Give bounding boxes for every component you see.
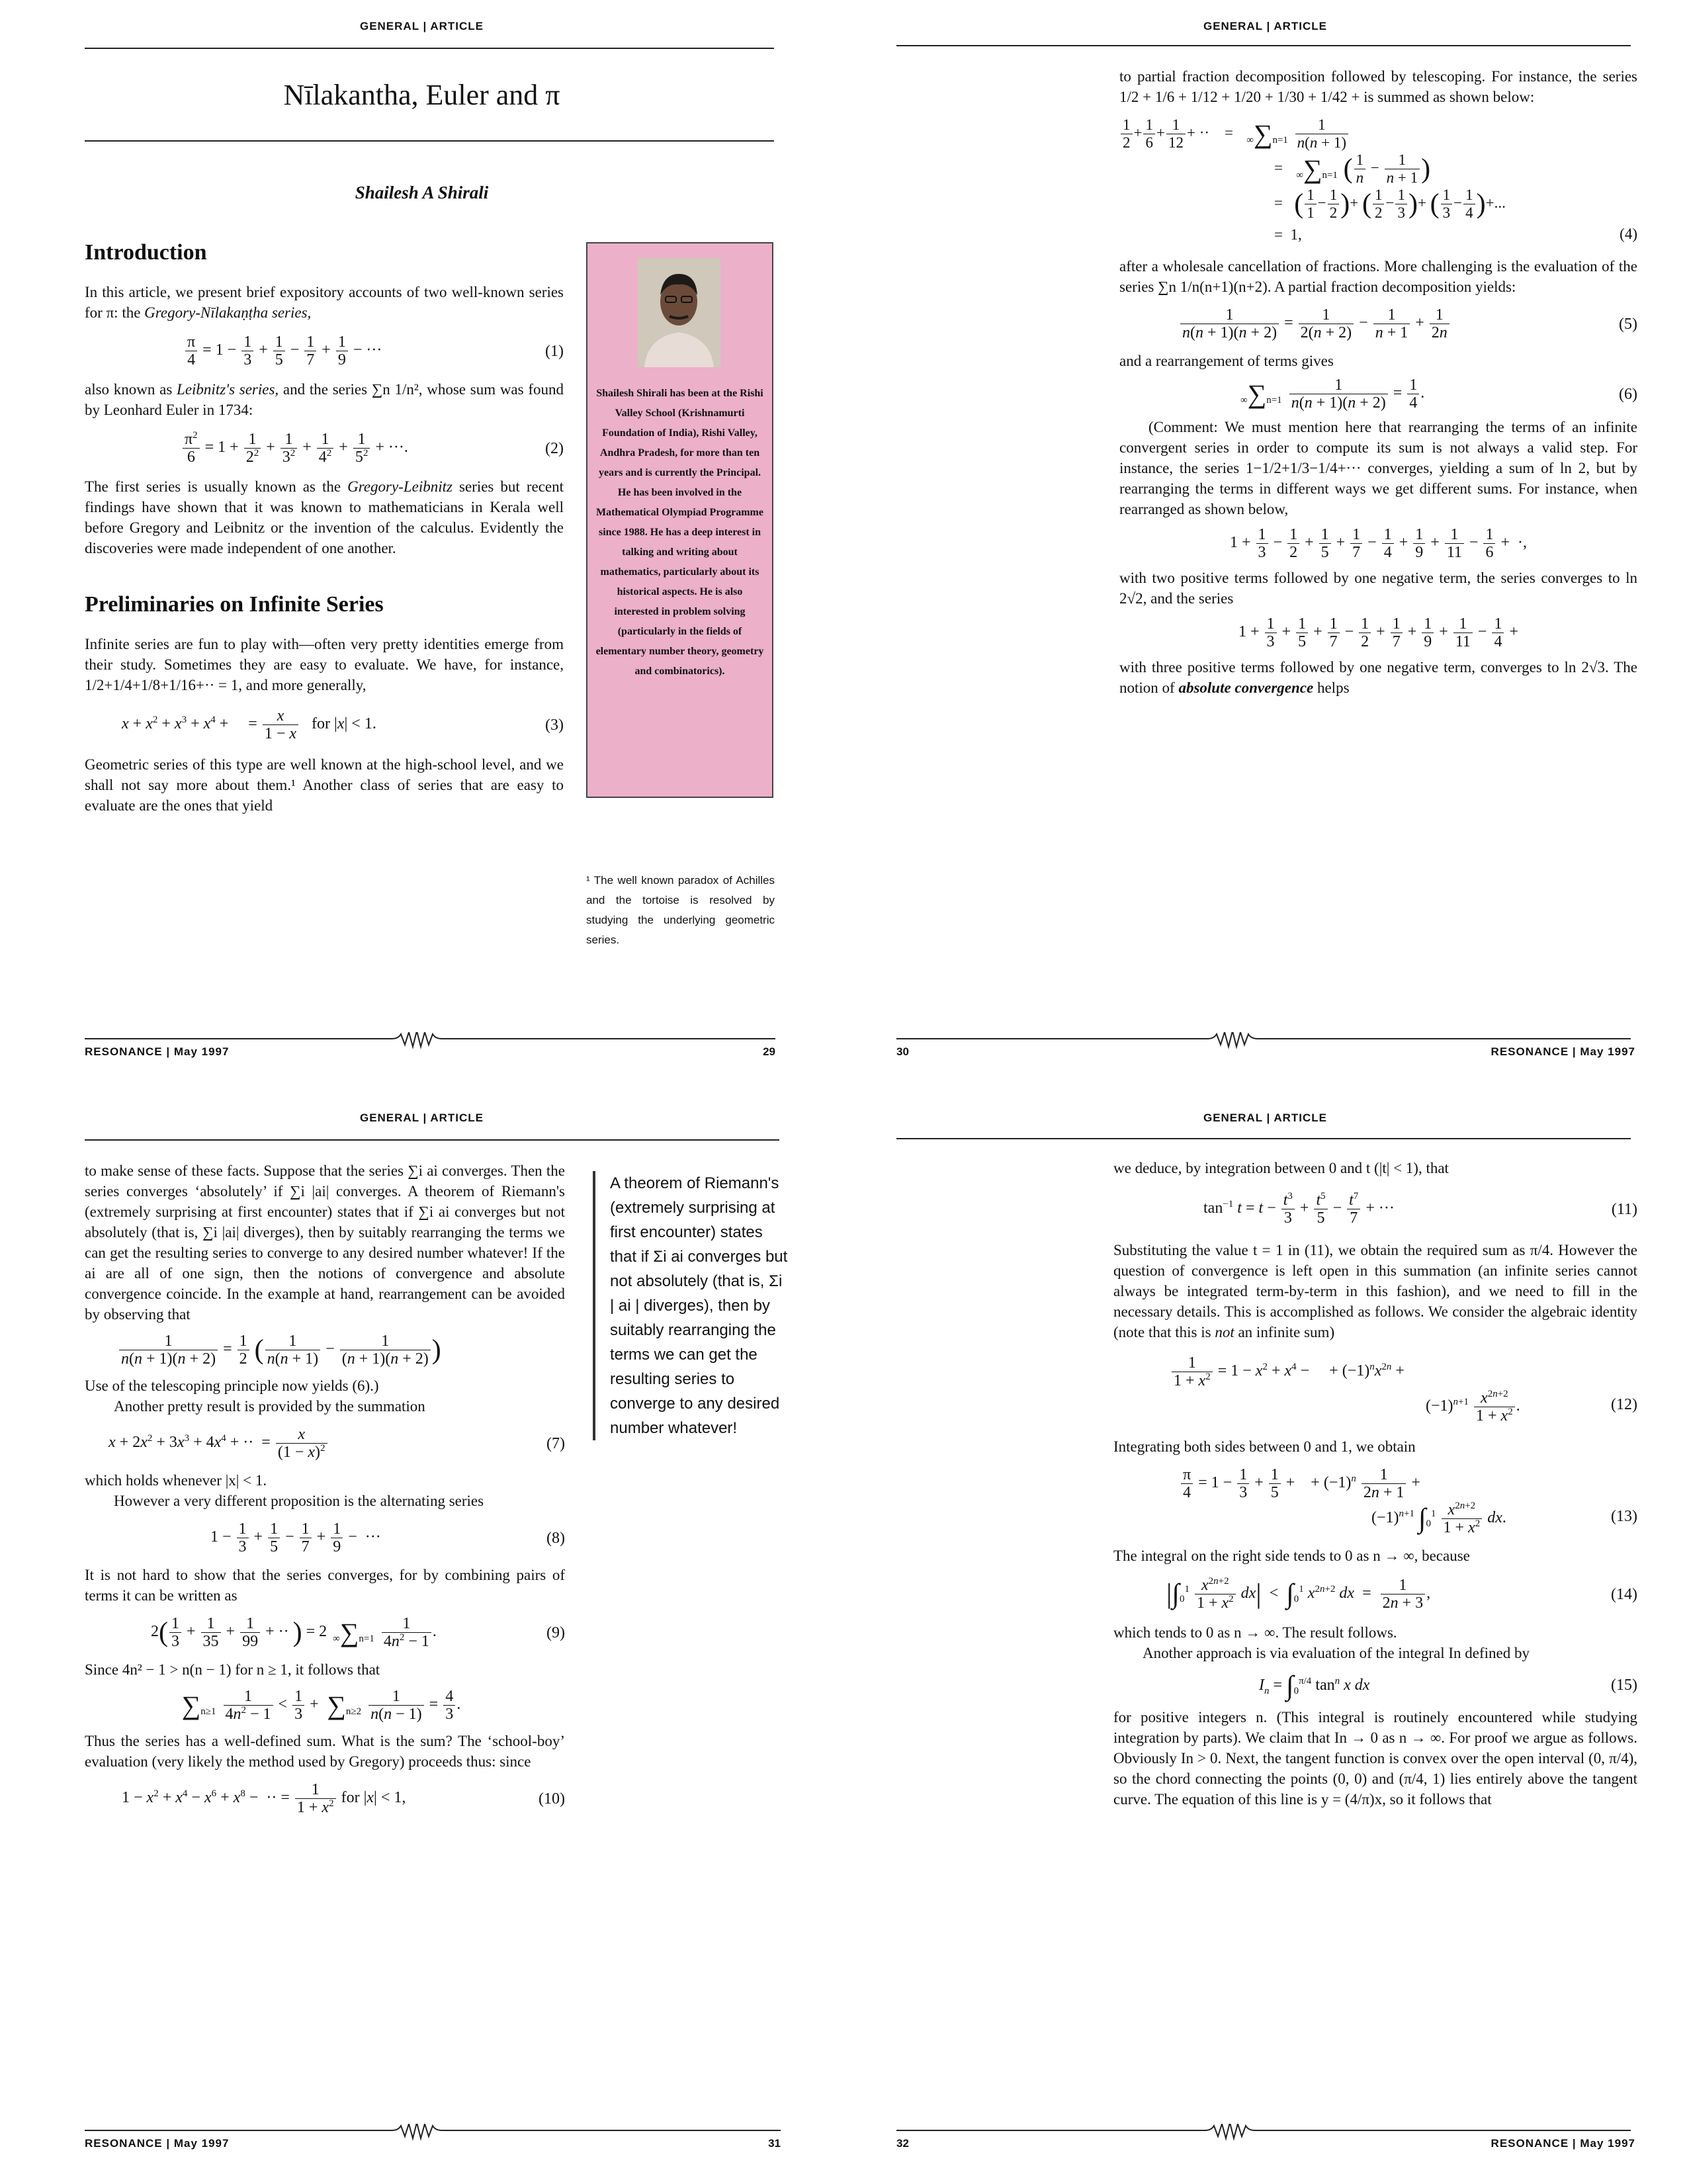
text: also known as <box>85 381 177 398</box>
equation-body: ∞∑n=1 $\frac{1}{n(n + 1)(n + 2)}$ = $\frac{1}{4}$ . <box>1240 376 1425 412</box>
equation-body: $x + x^2 + x^3 + x^4$ + = $\frac{x}{1 - x}$ for |x| < 1. <box>122 707 376 742</box>
equation-body: $1 - x^2 + x^4 - x^6 + x^8$ − ·· = $\frac{1}{1 + x^2}$ for |x| < 1, <box>122 1781 406 1816</box>
running-header: GENERAL | ARTICLE <box>359 1112 484 1124</box>
equation-9 <box>85 1615 565 1650</box>
author-photo <box>638 258 720 367</box>
equation-body: ∑n≥1 $\frac{1}{4n^2 - 1}$ < $\frac{1}{3}$ + ∑n≥2 $\frac{1}{n(n - 1)}$ = $\frac{4}{3}$ . <box>181 1688 461 1723</box>
series-name: Gregory-Nīlakaṇṭha series, <box>144 304 312 321</box>
paragraph: Another pretty result is provided by the summation <box>114 1398 425 1415</box>
paragraph: Since 4n² − 1 > n(n − 1) for n ≥ 1, it follows that <box>85 1661 380 1678</box>
emphasis: absolute convergence <box>1178 679 1314 696</box>
page-31 <box>0 1092 844 2183</box>
equation-number: (9) <box>546 1624 565 1641</box>
equation-body: $|\int_0^1$ $\frac{x^{2n+2}}{1 + x^2}$ $dx| < \int_0^1$ $x^{2n+2}$ dx = $\frac{1}{2n + 3}$ , <box>1166 1576 1431 1612</box>
equation-1 <box>85 333 564 369</box>
footer-journal: RESONANCE | May 1997 <box>1491 2137 1635 2150</box>
paragraph: The integral on the right side tends to 0 as n → ∞, because <box>1113 1548 1470 1564</box>
equation-number: (5) <box>1619 315 1637 333</box>
text: Substituting the value t = 1 in (11), we obtain the required sum as π/4. However the question of convergence is left open in this summation (an infinite series cannot always be integrated term-by-term in this fashion), and we need to fill in the necessary details. This is accomplished as follows. We consider the algebraic identity (note that this is <box>1113 1242 1637 1340</box>
equation-body: $\frac{\pi}{4}$ = 1 − $\frac{1}{3}$ + $\frac{1}{5}$ − $\frac{1}{7}$ + $\frac{1}{9}$ − ··· <box>184 333 382 369</box>
equation-2 <box>85 431 564 466</box>
page-29 <box>0 0 844 1092</box>
equation-body: $I_n = \int_0^{\pi/4}$ $\tan^n x$ dx <box>1259 1671 1370 1702</box>
paragraph <box>85 282 564 323</box>
paragraph: It is not hard to show that the series converges, for by combining pairs of terms it can be written as <box>85 1567 565 1604</box>
header-rule <box>85 48 774 49</box>
page-footer <box>844 2124 1687 2157</box>
paragraph <box>1119 657 1637 698</box>
equation-3 <box>85 707 564 742</box>
series-name: Leibnitz's series, <box>177 381 279 398</box>
equation-body: 2( $\frac{1}{3}$ + $\frac{1}{35}$ + $\frac{1}{99}$ + ·· ) = 2 ∞∑n=1 $\frac{1}{4n^2 - 1}$ . <box>151 1615 437 1650</box>
equation-10 <box>85 1781 565 1816</box>
equation-body: $\frac{\pi^2}{6}$ = 1 + $\frac{1}{2^2}$ + $\frac{1}{3^2}$ + $\frac{1}{4^2}$ + $\frac{1}{5^2}$ + ···. <box>181 431 408 466</box>
paragraph: and a rearrangement of terms gives <box>1119 353 1334 369</box>
equation-6 <box>1119 376 1637 412</box>
equation-14 <box>1113 1577 1637 1612</box>
text: and the series ∑n 1/n², whose sum was found by Leonhard Euler in 1734: <box>85 381 564 418</box>
page-footer <box>0 2124 844 2157</box>
paragraph: Geometric series of this type are well known at the high-school level, and we shall not say more about them.¹ Another class of series that are easy to evaluate are the ones that yield <box>85 756 564 814</box>
section-heading-introduction: Introduction <box>85 240 207 265</box>
paragraph: for positive integers n. (This integral is routinely encountered while studying integration by parts). We claim that In → 0 as n → ∞. For proof we argue as follows. Obviously In > 0. Next, the tangent function is convex over the open interval (0, π/4), so the chord connecting the points (0, 0) and (π/4, 1) lies entirely above the tangent curve. The equation of this line is y = (4/π)x, so it follows that <box>1113 1709 1637 1808</box>
paragraph: to partial fraction decomposition followed by telescoping. For instance, the series 1/2 + 1/6 + 1/12 + 1/20 + 1/30 + 1/42 + is summed as shown below: <box>1119 68 1637 105</box>
paragraph: Use of the telescoping principle now yields (6).) <box>85 1377 379 1394</box>
equation-12 <box>1113 1354 1637 1424</box>
header-rule <box>896 1138 1631 1139</box>
equation-body: $x + 2x^2 + 3x^3 + 4x^4$ + ·· = $\frac{x}{(1 - x)^2}$ <box>108 1426 329 1461</box>
equation-number: (7) <box>546 1434 565 1452</box>
running-header: GENERAL | ARTICLE <box>359 20 484 32</box>
equation-number: (6) <box>1619 385 1637 403</box>
equation-number: (11) <box>1611 1200 1637 1218</box>
equation-5 <box>1119 306 1637 341</box>
text: The first series is usually known as the <box>85 478 348 495</box>
page-30 <box>844 0 1687 1092</box>
text: an infinite sum) <box>1234 1324 1335 1340</box>
equation-body: $\frac{1}{1 + x^2}$ = $1 - x^2 + x^4$ − + $(-1)^nx^{2n}$ + $(-1)^{n+1}$ $\frac{x^{2n+2}}{1 + x^2}$ . <box>1170 1354 1520 1424</box>
paragraph: Another approach is via evaluation of the integral In defined by <box>1143 1645 1530 1661</box>
paragraph: we deduce, by integration between 0 and t (|t| < 1), that <box>1113 1160 1449 1176</box>
equation-4 <box>1119 116 1637 248</box>
footer-journal: RESONANCE | May 1997 <box>1491 1045 1635 1058</box>
page-32 <box>844 1092 1687 2183</box>
equation-number: (3) <box>545 716 564 734</box>
page-footer <box>844 1032 1687 1065</box>
text: series but recent findings have shown that it was known to mathematicians in Kerala well before Gregory and Leibnitz or the invention of the calculus. Evidently the discoveries were made independent of one another. <box>85 478 564 556</box>
footnote: ¹ The well known paradox of Achilles and the tortoise is resolved by studying the underlying geometric series. <box>586 874 775 946</box>
equation-15 <box>1113 1671 1637 1702</box>
equation-13 <box>1113 1466 1637 1536</box>
series-name: Gregory-Leibnitz <box>347 478 453 495</box>
equation-number: (13) <box>1611 1508 1637 1525</box>
equation-body: $\frac{\pi}{4}$ = 1 − $\frac{1}{3}$ + $\frac{1}{5}$ + + $(-1)^n$ $\frac{1}{2n + 1}$ + $(-1)^{n+1}$ $\int_0^1$ $\frac{x^{2n+2}}{1 + x^2}$ dx. <box>1180 1466 1506 1536</box>
main-column <box>1119 66 1637 698</box>
equation-body: $\frac{1}{n(n + 1)(n + 2)}$ = $\frac{1}{2(n + 2)}$ − $\frac{1}{n + 1}$ + $\frac{1}{2n}$ <box>1179 306 1451 341</box>
article-title: Nīlakantha, Euler and π <box>283 79 560 111</box>
header-rule <box>896 45 1631 46</box>
equation-number: (1) <box>545 342 564 360</box>
emphasis: not <box>1215 1324 1234 1340</box>
author-bio-box <box>586 242 773 798</box>
margin-note: A theorem of Riemann's (extremely surprising at first encounter) states that if Σi ai converges but not absolutely (that is, Σi | ai | diverges), then by suitably rearranging the terms we can get the resulting series to converge to any desired number whatever! <box>593 1171 789 1440</box>
equation-11 <box>1113 1192 1637 1227</box>
paragraph <box>85 379 564 420</box>
equation-number: (15) <box>1611 1677 1637 1694</box>
main-column <box>1113 1158 1637 1810</box>
page-number: 32 <box>896 2137 909 2150</box>
running-header: GENERAL | ARTICLE <box>1203 1112 1328 1124</box>
author-bio-text: Shailesh Shirali has been at the Rishi Valley School (Krishnamurti Foundation of India), Rishi Valley, Andhra Pradesh, for more than ten years and is currently the Principal. He has been involved in the Mathematical Olympiad Programme since 1988. He has a deep interest in talking and writing about mathematics, particularly about its historical aspects. He is also interested in problem solving (particularly in the fields of elementary number theory, geometry and combinatorics). <box>595 388 764 677</box>
footer-journal: RESONANCE | May 1997 <box>85 1045 230 1058</box>
main-column <box>85 238 564 816</box>
equation-number: (10) <box>539 1790 565 1808</box>
page-number: 29 <box>763 1045 775 1058</box>
text: In this article, we present brief expository accounts of two well-known series for π: the <box>85 284 564 321</box>
equation-body: $\tan^{-1} t = t$ − $\frac{t^3}{3}$ + $\frac{t^5}{5}$ − $\frac{t^7}{7}$ + ··· <box>1203 1191 1395 1227</box>
page-number: 31 <box>768 2137 781 2150</box>
main-column <box>85 1160 565 1825</box>
paragraph: However a very different proposition is the alternating series <box>114 1493 484 1509</box>
title-rule <box>85 140 774 142</box>
equation-rearranged-2: 1 + $\frac{1}{3}$ + $\frac{1}{5}$ + $\frac{1}{7}$ − $\frac{1}{2}$ + $\frac{1}{7}$ + $\frac{1}{9}$ + $\frac{1}{11}$ − $\frac{1}{4}$ + <box>1238 615 1519 650</box>
author-portrait-icon <box>638 258 720 367</box>
paragraph: with two positive terms followed by one negative term, the series converges to ln 2√2, and the series <box>1119 570 1637 607</box>
paragraph: after a wholesale cancellation of fractions. More challenging is the evaluation of the series ∑n 1/n(n+1)(n+2). A partial fraction decomposition yields: <box>1119 258 1637 295</box>
equation-8 <box>85 1520 565 1555</box>
equation-number: (14) <box>1611 1585 1637 1603</box>
page-number: 30 <box>896 1045 909 1058</box>
paragraph: which holds whenever |x| < 1. <box>85 1472 267 1489</box>
footer-journal: RESONANCE | May 1997 <box>85 2137 230 2150</box>
paragraph <box>85 476 564 558</box>
equation-7 <box>85 1426 565 1461</box>
paragraph <box>1113 1240 1637 1342</box>
paragraph: to make sense of these facts. Suppose that the series ∑i ai converges. Then the series converges ‘absolutely’ if ∑i |ai| converges. A theorem of Riemann's (extremely surprising at first encounter) states that if ∑i ai converges but not absolutely (that is, ∑i |ai| diverges), then by suitably rearranging the terms we can get the resulting series to converge to any desired number whatever! If the ai are all of one sign, then the notions of convergence and absolute convergence coincide. In the example at hand, rearrangement can be avoided by observing that <box>85 1162 565 1323</box>
equation-rearranged-1: 1 + $\frac{1}{3}$ − $\frac{1}{2}$ + $\frac{1}{5}$ + $\frac{1}{7}$ − $\frac{1}{4}$ + $\frac{1}{9}$ + $\frac{1}{11}$ − $\frac{1}{6}$ + ·, <box>1229 526 1527 561</box>
equation-body: $\frac{1}{2}$ + $\frac{1}{6}$ + $\frac{1}{12}$ + ·· = ∞∑n=1 $\frac{1}{n(n + 1)}$ = ∞∑n=1 ( $\frac{1}{n}$ − $\frac{1}{n + 1}$ ) = ( $\frac{1}{1}$ − $\frac{1}{2}$ )+ ( $\frac{1}{2}$ − $\frac{1}{3}$ )+ ( $\frac{1}{3}$ − $\frac{1}{4}$ )+... = 1, <box>1119 116 1506 248</box>
page-footer <box>0 1032 844 1065</box>
text: helps <box>1313 679 1350 696</box>
paragraph: Infinite series are fun to play with—often very pretty identities emerge from their study. Sometimes they are easy to evaluate. We have, for instance, 1/2+1/4+1/8+1/16+·· = 1, and more generally, <box>85 636 564 693</box>
paragraph: which tends to 0 as n → ∞. The result follows. <box>1113 1624 1397 1641</box>
header-rule <box>85 1139 779 1141</box>
equation-body: 1 − $\frac{1}{3}$ + $\frac{1}{5}$ − $\frac{1}{7}$ + $\frac{1}{9}$ − ··· <box>210 1520 381 1555</box>
equation-partial-fraction <box>85 1332 565 1368</box>
paragraph: (Comment: We must mention here that rearranging the terms of an infinite convergent series in order to compute its sum is not always a valid step. For instance, the series 1−1/2+1/3−1/4+··· converges, yielding a sum of ln 2, but by rearranging the terms in different ways we get different sums. For instance, when rearranged as shown below, <box>1119 419 1637 517</box>
text: with three positive terms followed by one negative term, converges to ln 2√3. The notion of <box>1119 659 1637 696</box>
equation-number: (2) <box>545 439 564 457</box>
equation-number: (4) <box>1620 226 1637 242</box>
equation-bound <box>85 1688 565 1723</box>
equation-number: (8) <box>546 1529 565 1547</box>
equation-number: (12) <box>1611 1396 1637 1413</box>
running-header: GENERAL | ARTICLE <box>1203 20 1328 32</box>
equation-body: $\frac{1}{n(n + 1)(n + 2)}$ = $\frac{1}{2}$ ( $\frac{1}{n(n + 1)}$ − $\frac{1}{(n + 1)(n + 2)}$ ) <box>118 1332 441 1368</box>
paragraph: Thus the series has a well-defined sum. What is the sum? The ‘school-boy’ evaluation (very likely the method used by Gregory) proceeds thus: since <box>85 1733 565 1770</box>
author-name: Shailesh A Shirali <box>355 183 489 202</box>
paragraph: Integrating both sides between 0 and 1, we obtain <box>1113 1438 1416 1455</box>
section-heading-preliminaries: Preliminaries on Infinite Series <box>85 592 384 617</box>
